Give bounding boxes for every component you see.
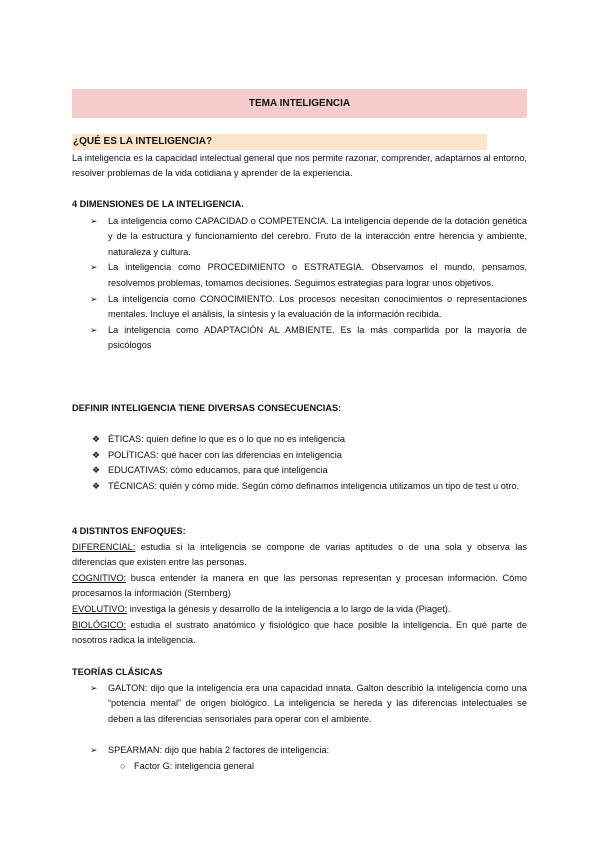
list-item: ❖ ÉTICAS: quien define lo que es o lo que no es inteligencia — [72, 432, 527, 448]
diamond-bullet-icon: ❖ — [92, 465, 101, 476]
list-item: ➢ La inteligencia como ADAPTACIÓN AL AMBIENTE. Es la más compartida por la mayoría de psicólogos — [90, 324, 527, 351]
list-item: ➢ SPEARMAN: dijo que había 2 factores de inteligencia: — [72, 743, 527, 759]
diamond-bullet-icon: ❖ — [92, 434, 101, 444]
spearman-sublist — [72, 759, 527, 775]
list-item: ➢ La inteligencia como PROCEDIMIENTO o ESTRATEGIA. Observamos el mundo, pensamos, resolvemos problemas, tomamos decisiones. Seguimos estrategias para lograr unos objetivos. — [90, 262, 527, 288]
spearman-list — [72, 743, 527, 759]
list-item: ➢ La inteligencia como CONOCIMIENTO. Los procesos necesitan conocimientos o representaciones mentales. Incluye el análisis, la síntesis y la evaluación de la información recibida. — [90, 293, 527, 320]
classic-list — [72, 681, 527, 728]
section-dimensions — [72, 197, 527, 354]
approach-item: BIOLÓGICO: estudia el sustrato anatómico y fisiológico que hace posible la inteligencia. En qué parte de nosotros radica la inteligencia. — [72, 619, 527, 646]
list-item: ➢ GALTON: dijo que la inteligencia era una capacidad innata. Galton describió la inteligencia como una “potencia mental” de origen biológico. La inteligencia se hereda y las diferencias intelectuales se deben a las diferencias sensoriales para operar con el ambiente. — [90, 682, 527, 724]
list-item: ○ Factor G: inteligencia general — [72, 759, 527, 775]
page-title: TEMA INTELIGENCIA — [72, 89, 527, 118]
diamond-bullet-icon: ❖ — [92, 480, 101, 491]
arrow-bullet-icon: ➢ — [90, 324, 98, 335]
approach-item: COGNITIVO: busca entender la manera en que las personas representan y procesan información. Cómo procesamos la información (Sternberg) — [72, 572, 527, 599]
section-consequences — [72, 401, 527, 417]
circle-bullet-icon: ○ — [120, 760, 126, 771]
section-heading-classic: TEORÍAS CLÁSICAS — [72, 667, 163, 677]
section-classic-theories — [72, 665, 527, 727]
list-item: ❖ POLÍTICAS: qué hacer con las diferencias en inteligencia — [72, 448, 527, 464]
arrow-bullet-icon: ➢ — [90, 293, 98, 304]
dimensions-list — [72, 214, 527, 354]
section-heading-what-is: ¿QUÉ ES LA INTELIGENCIA? — [72, 134, 487, 150]
list-item: ❖ TÉCNICAS: quién y cómo mide. Según cómo definamos inteligencia utilizamos un tipo de test u otro. — [72, 479, 527, 495]
section-heading-consequences: DEFINIR INTELIGENCIA TIENE DIVERSAS CONSECUENCIAS: — [72, 403, 342, 413]
list-item: ➢ La inteligencia como CAPACIDAD o COMPETENCIA. La inteligencia depende de la dotación genética y de la estructura y funcionamiento del cerebro. Fruto de la interacción entre herencia y ambiente, naturaleza y cultura. — [90, 215, 527, 257]
arrow-bullet-icon: ➢ — [90, 682, 98, 693]
arrow-bullet-icon: ➢ — [90, 215, 98, 226]
section-heading-dimensions: 4 DIMENSIONES DE LA INTELIGENCIA. — [72, 199, 244, 209]
consequences-block — [72, 432, 527, 494]
arrow-bullet-icon: ➢ — [90, 745, 98, 755]
section-approaches — [72, 524, 527, 649]
list-item: ❖ EDUCATIVAS: cómo educamos, para qué inteligencia — [72, 463, 527, 479]
spearman-block — [72, 743, 527, 774]
section-what-is — [72, 134, 527, 182]
diamond-bullet-icon: ❖ — [92, 449, 101, 460]
consequences-list — [72, 432, 527, 494]
section-heading-approaches: 4 DISTINTOS ENFOQUES: — [72, 526, 186, 536]
arrow-bullet-icon: ➢ — [90, 262, 98, 273]
approach-item: EVOLUTIVO: investiga la génesis y desarrollo de la inteligencia a lo largo de la vida (Piaget). — [72, 603, 451, 614]
approach-item: DIFERENCIAL: estudia si la inteligencia se compone de varias aptitudes o de una sola y observa las diferencias que existen entre las personas. — [72, 541, 527, 568]
definition-paragraph: La inteligencia es la capacidad intelectual general que nos permite razonar, comprender, adaptarnos al entorno, resolver problemas de la vida cotidiana y aprender de la experiencia. — [72, 152, 527, 179]
